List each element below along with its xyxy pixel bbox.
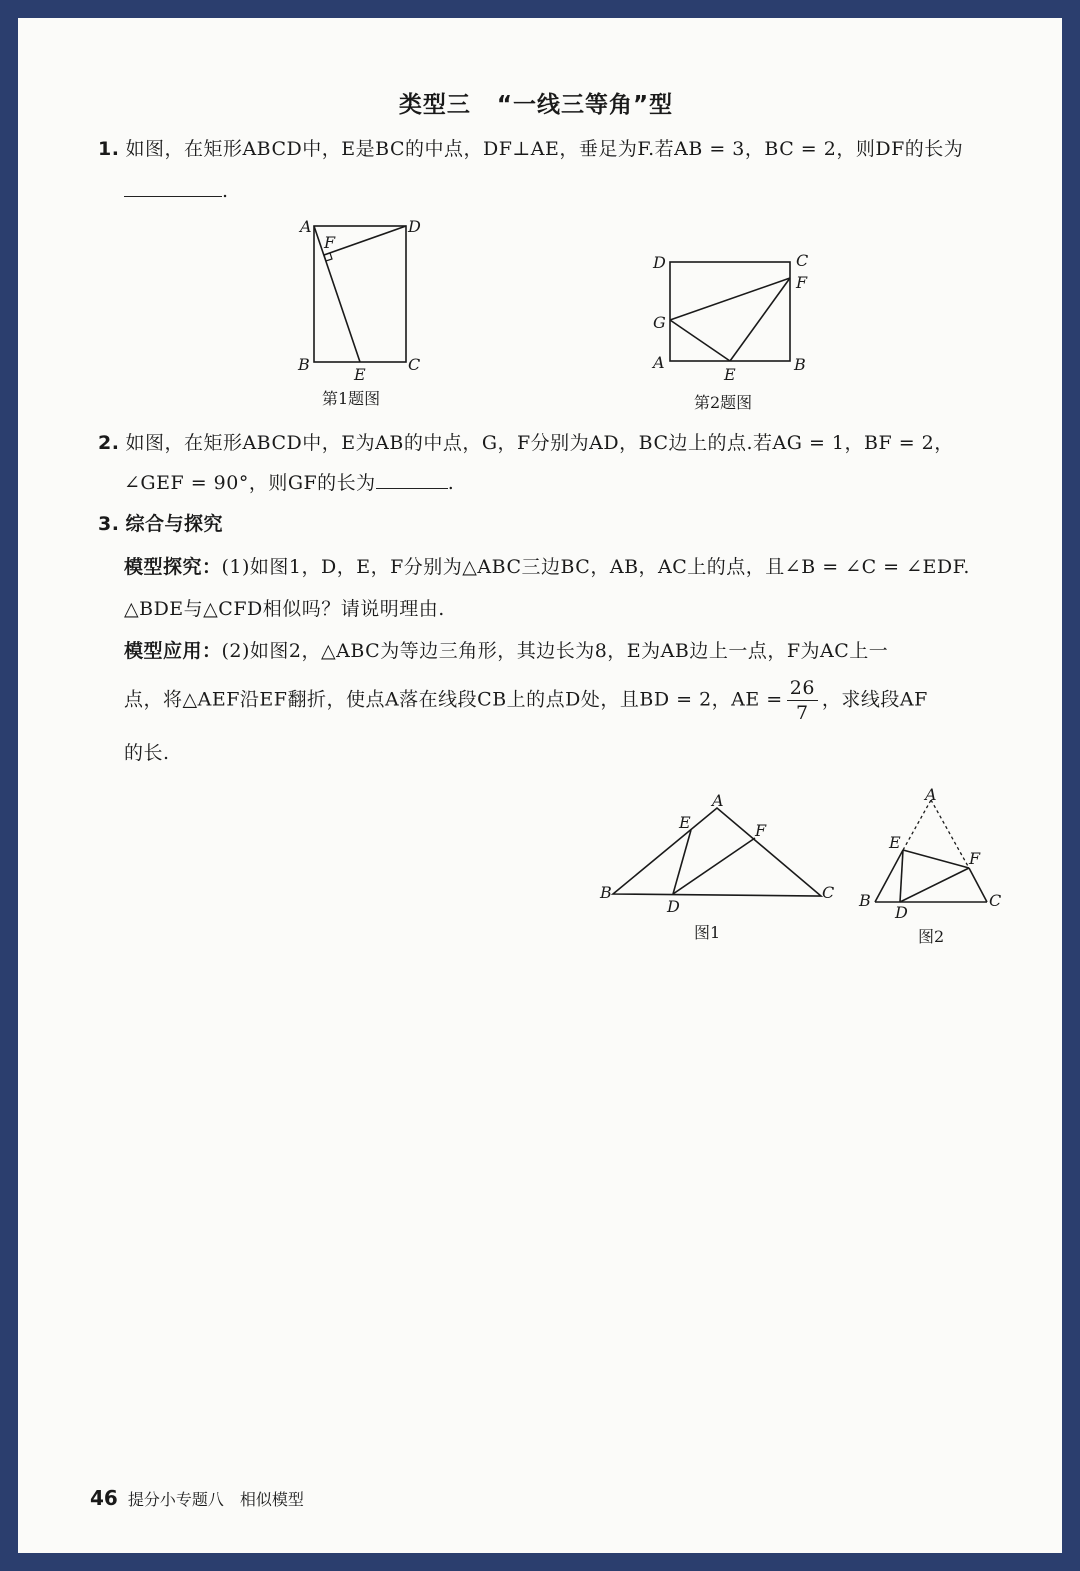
label-C: C (408, 355, 421, 374)
section-title: 类型三 “一线三等角”型 (398, 92, 674, 118)
question-2-line-2: ∠GEF = 90°，则GF的长为 . (124, 472, 455, 494)
label-C: C (822, 883, 835, 902)
label-F: F (755, 821, 767, 840)
question-2: 2. 如图，在矩形ABCD中，E为AB的中点，G，F分别为AD，BC边上的点.若AG = 1，BF = 2， (98, 432, 954, 454)
figure-q2-caption: 第2题图 (694, 393, 753, 412)
figure-q1-caption: 第1题图 (322, 389, 381, 408)
label-F: F (324, 233, 336, 252)
label-A: A (653, 353, 665, 372)
label-A: A (300, 217, 312, 236)
label-C: C (989, 891, 1002, 910)
figure-model-2-caption: 图2 (918, 927, 945, 946)
label-D: D (895, 903, 908, 918)
label-E: E (354, 365, 366, 384)
answer-blank[interactable] (124, 178, 222, 197)
label-B: B (859, 891, 871, 910)
label-B: B (298, 355, 310, 374)
label-D: D (653, 253, 666, 272)
model-explore-line-2: △BDE与△CFD相似吗？请说明理由. (124, 598, 445, 620)
label-E: E (889, 833, 901, 852)
page-footer (90, 1486, 304, 1510)
page-number: 46 (90, 1486, 118, 1510)
model-apply-line-3: 的长. (124, 742, 170, 764)
label-F: F (796, 273, 808, 292)
figure-model-1 (595, 788, 840, 913)
label-B: B (794, 355, 806, 374)
answer-blank[interactable] (376, 470, 448, 489)
label-A: A (712, 791, 724, 810)
model-explore: 模型探究：(1)如图1，D，E，F分别为△ABC三边BC，AB，AC上的点，且∠B = ∠C = ∠EDF. (124, 556, 970, 578)
model-apply: 模型应用：(2)如图2，△ABC为等边三角形，其边长为8，E为AB边上一点，F为AC上一 (124, 640, 889, 662)
label-F: F (969, 849, 981, 868)
figure-model-2 (855, 786, 1015, 918)
label-G: G (653, 313, 666, 332)
figure-model-1-caption: 图1 (694, 923, 721, 942)
label-E: E (679, 813, 691, 832)
question-1: 1. 如图，在矩形ABCD中，E是BC的中点，DF⊥AE，垂足为F.若AB = 3，BC = 2，则DF的长为 (98, 138, 964, 160)
label-B: B (600, 883, 612, 902)
label-A: A (925, 786, 937, 804)
figure-q1 (290, 210, 440, 385)
question-3-heading: 3. 综合与探究 (98, 513, 223, 535)
label-D: D (667, 897, 680, 913)
fraction: $\frac{26}{7}$ (787, 676, 818, 725)
question-1-answer-line: . (124, 178, 229, 202)
label-D: D (408, 217, 421, 236)
model-apply-line-2: 点，将△AEF沿EF翻折，使点A落在线段CB上的点D处，且BD = 2，AE = $\frac{26}{7}$ ，求线段AF (124, 677, 928, 724)
label-E: E (724, 365, 736, 384)
chapter-title: 提分小专题八 相似模型 (127, 1490, 304, 1509)
label-C: C (796, 251, 809, 270)
figure-q2 (645, 248, 820, 388)
